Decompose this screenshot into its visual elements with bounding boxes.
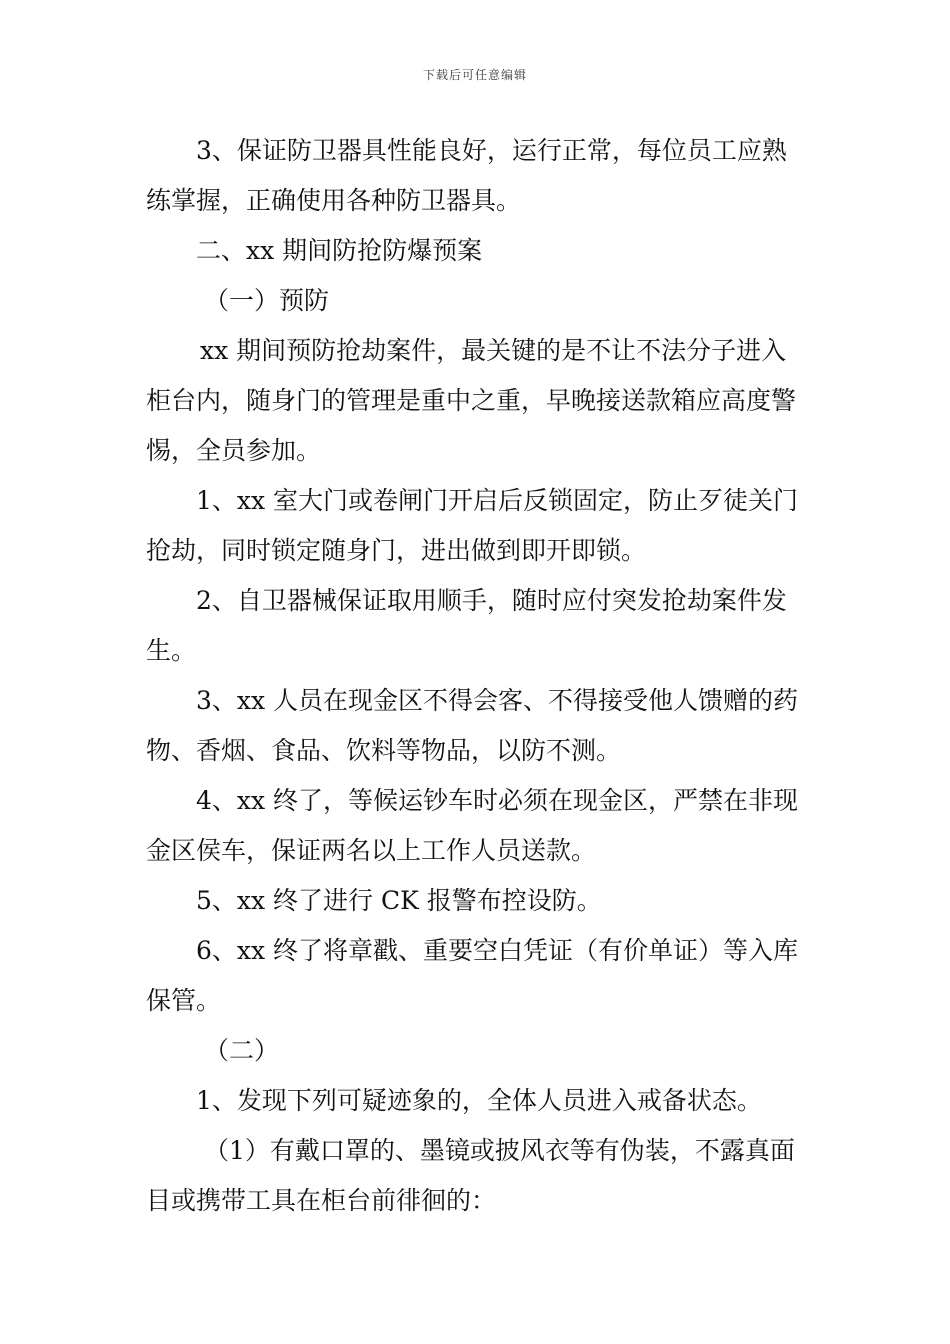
- subsection-heading-prevention: （一）预防: [204, 286, 330, 315]
- subsection-heading-two: （二）: [204, 1036, 280, 1065]
- list-item-3-cash-area: 3、xx 人员在现金区不得会客、不得接受他人馈赠的药物、香烟、食品、饮料等物品，以防不测。: [146, 686, 799, 765]
- paragraph-defense-equipment: 3、保证防卫器具性能良好，运行正常，每位员工应熟练掌握，正确使用各种防卫器具。: [146, 136, 787, 215]
- section-heading-anti-robbery-plan: 二、xx 期间防抢防爆预案: [196, 236, 483, 265]
- list-item-2-self-defense: 2、自卫器械保证取用顺手，随时应付突发抢劫案件发生。: [146, 586, 787, 665]
- list-item-1-door-lock: 1、xx 室大门或卷闸门开启后反锁固定，防止歹徒关门抢劫，同时锁定随身门，进出做到即开即锁。: [146, 486, 799, 565]
- list-item-5-alarm: 5、xx 终了进行 CK 报警布控设防。: [196, 886, 602, 915]
- list-item-6-storage: 6、xx 终了将章戳、重要空白凭证（有价单证）等入库保管。: [146, 936, 799, 1015]
- paragraph-prevention-intro: xx 期间预防抢劫案件，最关键的是不让不法分子进入柜台内，随身门的管理是重中之重，早晚接送款箱应高度警惕，全员参加。: [146, 336, 797, 465]
- list-item-alert-status: 1、发现下列可疑迹象的，全体人员进入戒备状态。: [196, 1086, 762, 1115]
- document-body: [146, 126, 806, 1226]
- list-item-disguise: （1）有戴口罩的、墨镜或披风衣等有伪装，不露真面目或携带工具在柜台前徘徊的：: [146, 1136, 795, 1215]
- page-header: 下载后可任意编辑: [422, 68, 527, 82]
- list-item-4-cash-transport: 4、xx 终了，等候运钞车时必须在现金区，严禁在非现金区侯车，保证两名以上工作人员送款。: [146, 786, 799, 865]
